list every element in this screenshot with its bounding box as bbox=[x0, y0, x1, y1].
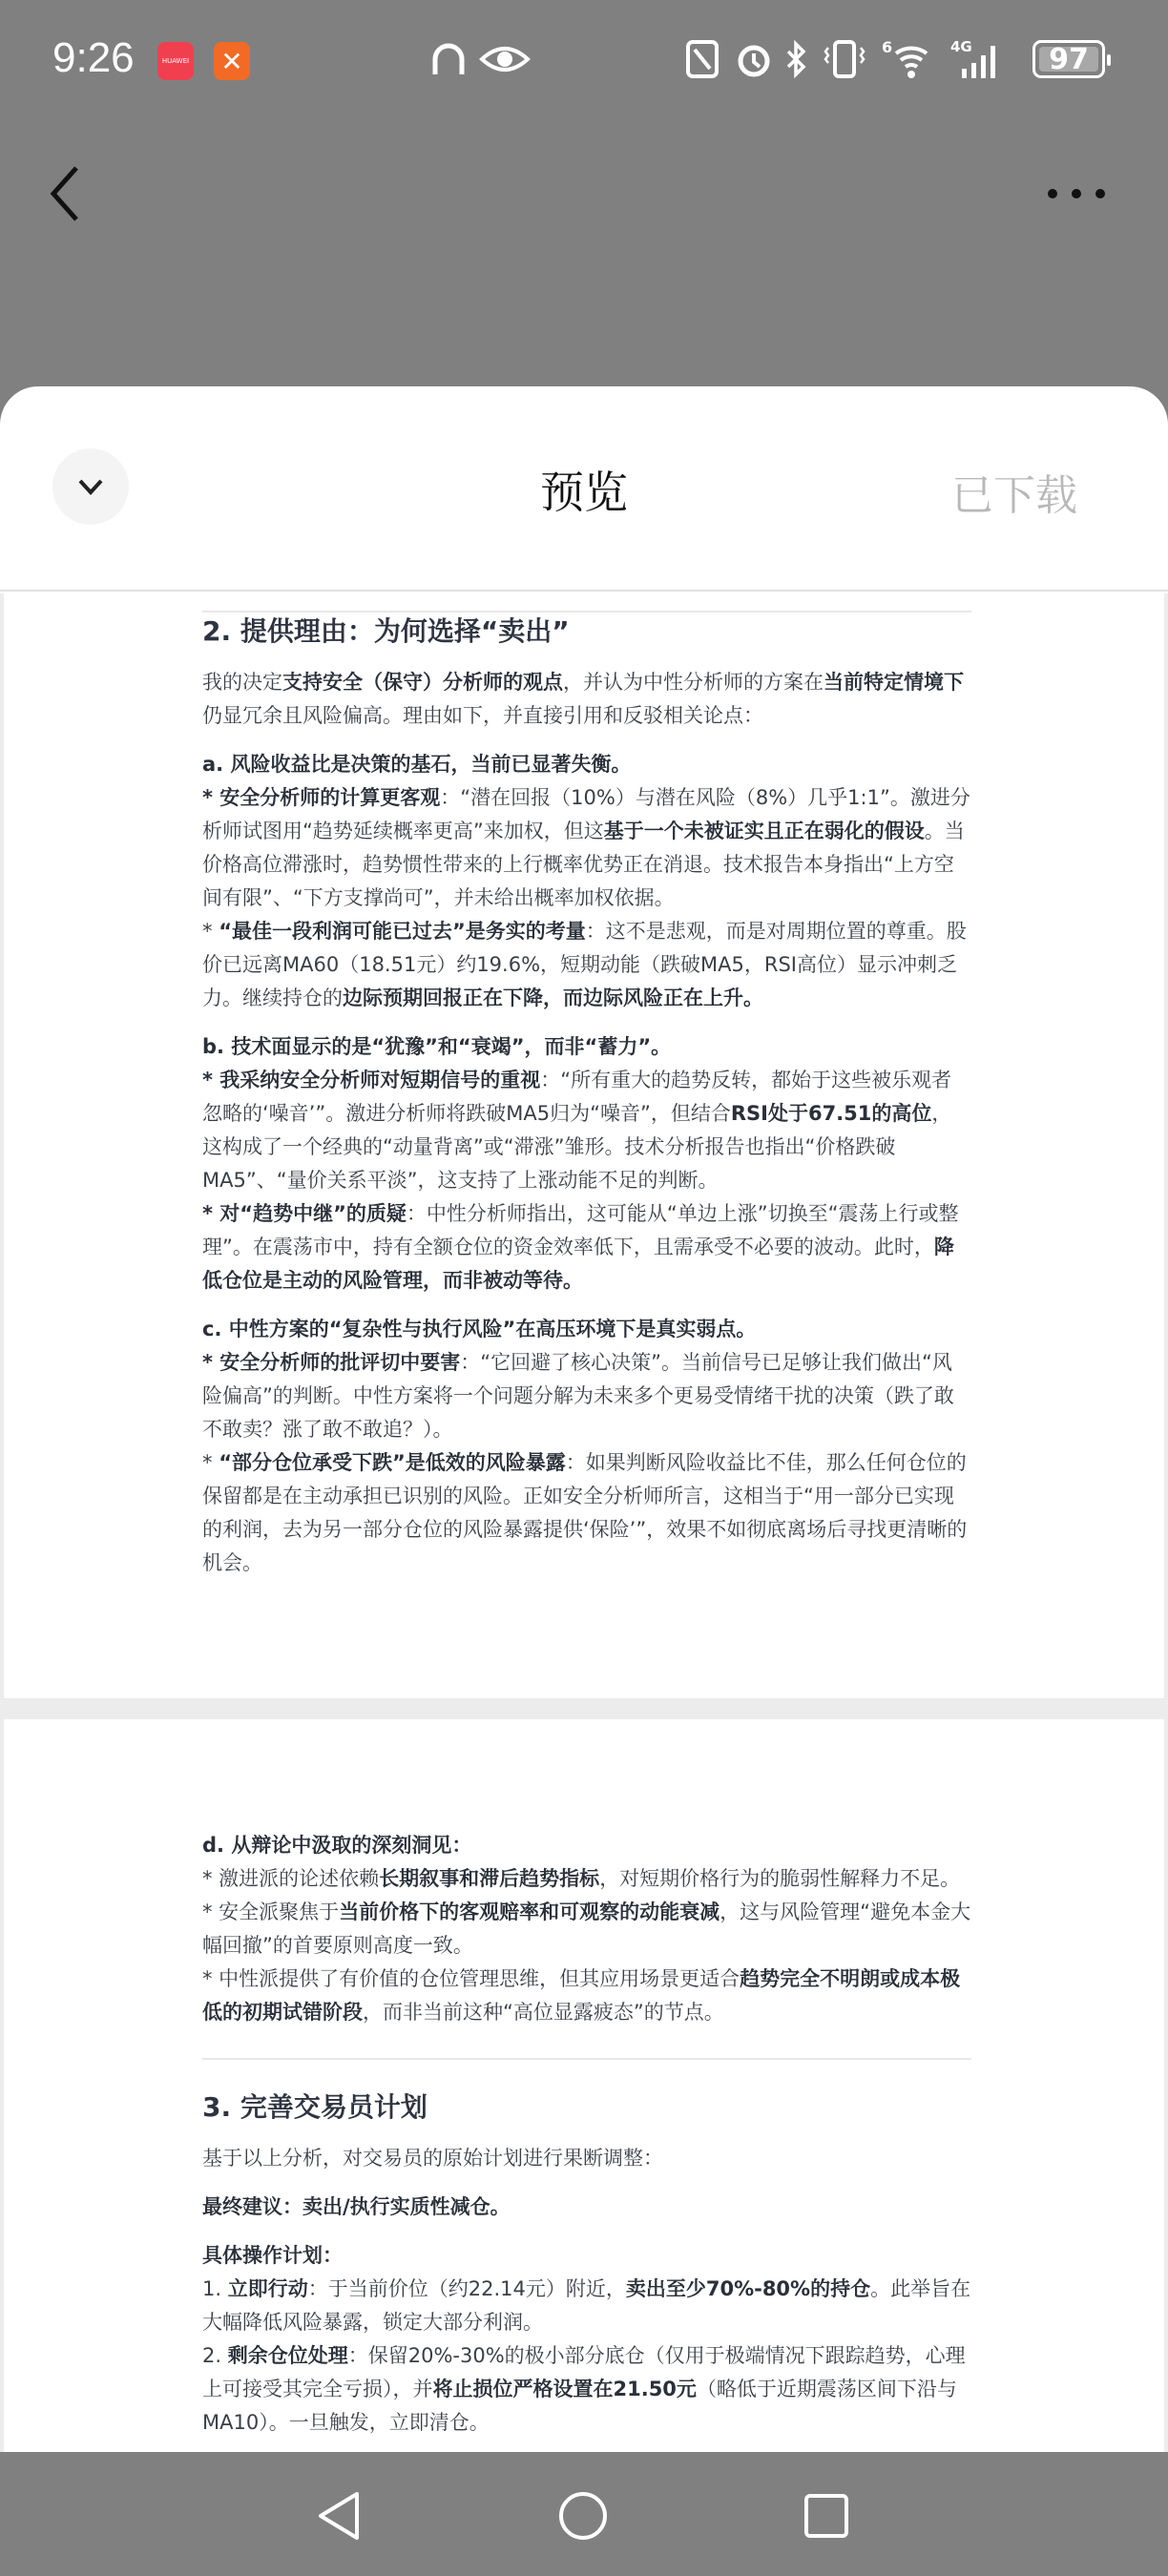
text: ：保留20%-30%的极小部分底仓（仅用于极端情况下跟踪趋势，心理上可接受其完全亏损），并 bbox=[202, 2344, 966, 2400]
bold-text: RSI处于67.51的高位 bbox=[730, 1102, 932, 1125]
text: ：“所有重大的趋势反转，都始于这些被乐观者忽略的‘噪音’”。激进分析师将跌破MA5归为“噪音”，但结合 bbox=[202, 1069, 952, 1125]
document-page-2 bbox=[4, 1719, 1164, 2452]
network-type-label: 4G bbox=[950, 38, 972, 55]
spacer bbox=[202, 1298, 971, 1313]
wifi-icon bbox=[882, 38, 930, 80]
wifi-label: 6 bbox=[882, 38, 893, 56]
more-options-button[interactable] bbox=[1045, 186, 1108, 205]
sheet-header bbox=[0, 386, 1168, 592]
paragraph bbox=[202, 1963, 971, 2029]
nav-home-button[interactable] bbox=[557, 2490, 609, 2545]
bold-text: 当前特定情境下 bbox=[824, 671, 964, 694]
bluetooth-icon bbox=[784, 38, 807, 80]
text: ：“它回避了核心决策”。当前信号已足够让我们做出“风险偏高”的判断。中性方案将一个问题分解为未来多个更易受情绪干扰的决策（跌了敢不敢卖？涨了敢不敢追？）。 bbox=[202, 1351, 954, 1441]
spacer bbox=[202, 733, 971, 748]
text: 我的决定 bbox=[202, 671, 282, 694]
spacer bbox=[202, 2224, 971, 2239]
huawei-app-icon bbox=[157, 42, 194, 80]
back-button[interactable] bbox=[46, 162, 84, 229]
paragraph bbox=[202, 2239, 971, 2273]
dianping-app-icon: ✕ bbox=[214, 42, 250, 80]
bold-text: 卖出至少70%-80%的持仓 bbox=[625, 2277, 871, 2300]
bold-text: 当前价格下的客观赔率和可观察的动能衰减 bbox=[339, 1901, 720, 1923]
text: * 安全派聚焦于 bbox=[202, 1901, 340, 1923]
paragraph bbox=[202, 2273, 971, 2339]
paragraph bbox=[202, 2191, 971, 2224]
spacer bbox=[202, 2060, 971, 2088]
text: 。当价格高位滞涨时，趋势惯性带来的上行概率优势正在消退。技术报告本身指出“上方空间有限”、“下方支撑尚可”，并未给出概率加权依据。 bbox=[202, 820, 965, 909]
bold-text: 立即行动 bbox=[227, 2277, 308, 2300]
text: * bbox=[202, 1451, 219, 1474]
bold-text: * 安全分析师的计算更客观 bbox=[202, 786, 441, 809]
preview-sheet bbox=[0, 386, 1168, 2452]
text: ：“潜在回报（10%）与潜在风险（8%）几乎1:1”。激进分析师试图用“趋势延续概率更高”来加权，但这 bbox=[202, 786, 970, 842]
text: ：中性分析师指出，这可能从“单边上涨”切换至“震荡上行或整理”。在震荡市中，持有全额仓位的资金效率低下，且需承受不必要的波动。此时， bbox=[202, 1202, 959, 1258]
bold-text: 边际预期回报正在下降，而边际风险正在上升。 bbox=[343, 987, 763, 1009]
paragraph bbox=[202, 748, 971, 781]
paragraph bbox=[202, 1030, 971, 1064]
text: 1. bbox=[202, 2277, 228, 2300]
spacer bbox=[202, 1015, 971, 1030]
bold-text: a. 风险收益比是决策的基石，当前已显著失衡。 bbox=[202, 753, 632, 776]
bold-text: 具体操作计划： bbox=[202, 2244, 343, 2267]
page-2-content bbox=[202, 1829, 971, 2440]
document-page-1 bbox=[4, 593, 1164, 1698]
eye-icon bbox=[479, 38, 531, 80]
bold-text: * 安全分析师的批评切中要害 bbox=[202, 1351, 461, 1374]
headphones-icon bbox=[429, 38, 468, 80]
spacer bbox=[202, 2175, 971, 2191]
bold-text: c. 中性方案的“复杂性与执行风险”在高压环境下是真实弱点。 bbox=[202, 1318, 757, 1340]
paragraph bbox=[202, 2142, 971, 2175]
page-title: 预览 bbox=[540, 467, 628, 518]
paragraph bbox=[202, 1197, 971, 1298]
text: 基于以上分析，对交易员的原始计划进行果断调整： bbox=[202, 2147, 663, 2170]
text: 。此举旨在大幅降低风险暴露，锁定大部分利润。 bbox=[202, 2277, 971, 2334]
bold-text: “部分仓位承受下跌”是低效的风险暴露 bbox=[219, 1451, 566, 1474]
paragraph bbox=[202, 1446, 971, 1580]
bold-text: 将止损位严格设置在21.50元 bbox=[432, 2378, 697, 2400]
nfc-icon bbox=[685, 38, 720, 80]
bold-text: * 对“趋势中继”的质疑 bbox=[202, 1202, 407, 1225]
page-1-content bbox=[202, 611, 971, 1580]
section-heading: 2. 提供理由：为何选择“卖出” bbox=[202, 615, 570, 647]
status-bar bbox=[0, 0, 1168, 124]
paragraph bbox=[202, 1346, 971, 1446]
text: ，对短期价格行为的脆弱性解释力不足。 bbox=[599, 1867, 961, 1890]
spacer bbox=[202, 651, 971, 666]
alarm-icon bbox=[735, 38, 773, 80]
bold-text: 基于一个未被证实且正在弱化的假设 bbox=[603, 820, 925, 842]
paragraph bbox=[202, 781, 971, 915]
downloaded-button[interactable]: 已下载 bbox=[951, 471, 1077, 520]
battery-indicator bbox=[1032, 40, 1105, 78]
paragraph bbox=[202, 915, 971, 1015]
paragraph bbox=[202, 1829, 971, 1862]
spacer bbox=[202, 2127, 971, 2142]
bold-text: 剩余仓位处理 bbox=[227, 2344, 348, 2367]
clock: 9:26 bbox=[52, 34, 135, 81]
text: ：于当前价位（约22.14元）附近， bbox=[307, 2277, 626, 2300]
paragraph bbox=[202, 1064, 971, 1197]
nav-recents-button[interactable] bbox=[803, 2493, 849, 2543]
system-navigation-bar bbox=[0, 2452, 1168, 2576]
huawei-label: HUAWEI bbox=[161, 57, 190, 65]
paragraph bbox=[202, 1896, 971, 1963]
text: ，这构成了一个经典的“动量背离”或“滞涨”雏形。技术分析报告也指出“价格跌破MA5”、“量价关系平淡”，这支持了上涨动能不足的判断。 bbox=[202, 1102, 952, 1192]
text: （略低于近期震荡区间下沿与MA10）。一旦触发，立即清仓。 bbox=[202, 2378, 957, 2434]
bold-text: * 我采纳安全分析师对短期信号的重视 bbox=[202, 1069, 541, 1091]
nav-back-button[interactable] bbox=[315, 2490, 363, 2545]
cellular-signal-icon bbox=[950, 38, 1013, 80]
text: ，而非当前这种“高位显露疲态”的节点。 bbox=[363, 2001, 724, 2024]
text: 仍显冗余且风险偏高。理由如下，并直接引用和反驳相关论点： bbox=[202, 704, 763, 727]
battery-level: 97 bbox=[1049, 42, 1089, 76]
text: 2. bbox=[202, 2344, 228, 2367]
paragraph bbox=[202, 1313, 971, 1346]
text: ，并认为中性分析师的方案在 bbox=[563, 671, 824, 694]
spacer bbox=[202, 2029, 971, 2058]
text: * 中性派提供了有价值的仓位管理思维，但其应用场景更适合 bbox=[202, 1967, 740, 1990]
bold-text: 降低仓位是主动的风险管理，而非被动等待。 bbox=[202, 1236, 954, 1292]
bold-text: d. 从辩论中汲取的深刻洞见： bbox=[202, 1834, 472, 1857]
text: ：如果判断风险收益比不佳，那么任何仓位的保留都是在主动承担已识别的风险。正如安全分析师所言，这相当于“用一部分已实现的利润，去为另一部分仓位的风险暴露提供‘保险’”，效果不如彻底离场后寻找更清晰的机会。 bbox=[202, 1451, 968, 1574]
paragraph bbox=[202, 666, 971, 733]
bold-text: 支持安全（保守）分析师的观点 bbox=[282, 671, 563, 694]
text: * bbox=[202, 920, 219, 943]
vibrate-icon bbox=[823, 38, 866, 80]
section-heading: 3. 完善交易员计划 bbox=[202, 2091, 428, 2123]
paragraph bbox=[202, 2339, 971, 2440]
text: ：这不是悲观，而是对周期位置的尊重。股价已远离MA60（18.51元）约19.6%，短期动能（跌破MA5，RSI高位）显示冲刺乏力。继续持仓的 bbox=[202, 920, 967, 1009]
bold-text: 长期叙事和滞后趋势指标 bbox=[379, 1867, 600, 1890]
paragraph bbox=[202, 1862, 971, 1896]
bold-text: “最佳一段利润可能已过去”是务实的考量 bbox=[219, 920, 586, 943]
document-viewer[interactable] bbox=[0, 593, 1168, 2452]
text: ，这与风险管理“避免本金大幅回撤”的首要原则高度一致。 bbox=[202, 1901, 971, 1957]
bold-text: 最终建议：卖出/执行实质性减仓。 bbox=[202, 2195, 511, 2218]
text: * 激进派的论述依赖 bbox=[202, 1867, 380, 1890]
bold-text: b. 技术面显示的是“犹豫”和“衰竭”，而非“蓄力”。 bbox=[202, 1035, 672, 1058]
bold-text: 趋势完全不明朗或成本极低的初期试错阶段 bbox=[202, 1967, 961, 2024]
